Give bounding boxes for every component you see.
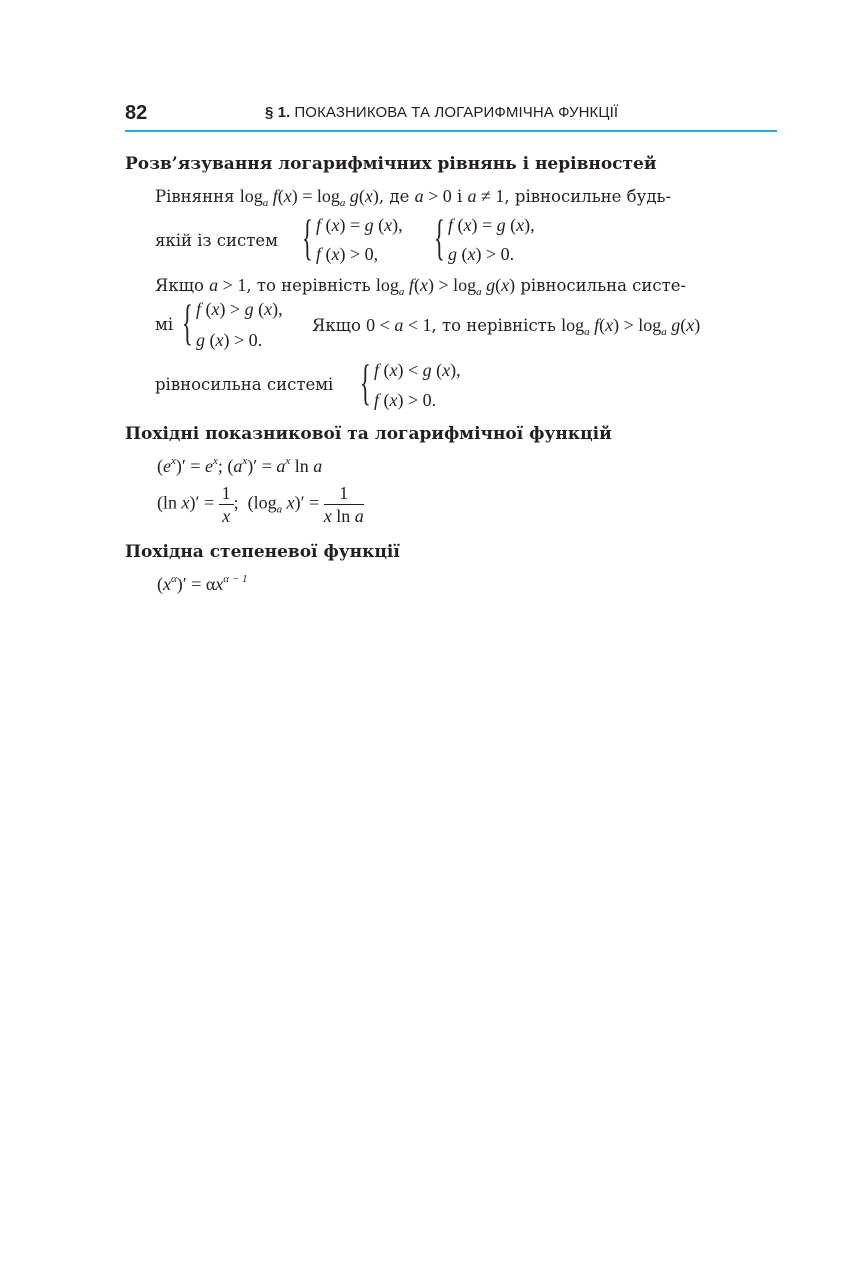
- section-title: ПОКАЗНИКОВА ТА ЛОГАРИФМІЧНА ФУНКЦІЇ: [294, 104, 619, 121]
- paragraph-log-equation: [155, 186, 671, 209]
- text-fragment: , де: [378, 187, 410, 206]
- formula-log-inequality: $\log_a f(x) > \log_a g(x)$: [561, 315, 701, 338]
- fraction: $\frac{1}{x}$: [219, 482, 234, 527]
- page-number: 82: [125, 102, 148, 124]
- system-line: f (x) > 0.: [374, 390, 437, 410]
- text-line-system: рівносильна системі: [155, 375, 334, 394]
- section-heading-log-equations: Розв’язування логарифмічних рівнянь і нерівностей: [125, 154, 657, 174]
- system-line: f (x) > g (x),: [196, 299, 283, 319]
- formula-a-gt-1: a > 1: [209, 275, 247, 295]
- system-brace: {: [360, 354, 371, 410]
- section-heading-power-derivative: Похідна степеневої функції: [125, 542, 400, 562]
- fraction: $\frac{1}{\text{x ln a}}$: [323, 483, 364, 526]
- text-fragment: Якщо: [312, 316, 361, 335]
- system-line: f (x) > 0,: [316, 244, 379, 264]
- formula-log-equation: $\log_a f(x) = \log_a g(x)$: [239, 186, 379, 209]
- formula-0-lt-a-lt-1: 0 < a < 1: [366, 315, 432, 335]
- formula-condition-a: a > 0: [414, 186, 452, 206]
- system-brace: {: [182, 294, 193, 350]
- system-line: f (x) = g (x),: [448, 215, 535, 235]
- formula-power-derivative: $(x^\alpha)' = \alpha x^{\alpha - 1}$: [157, 573, 248, 594]
- section-heading-derivatives: Похідні показникової та логарифмічної функцій: [125, 424, 612, 444]
- system-line: g (x) > 0.: [448, 244, 515, 264]
- running-title: [265, 104, 618, 121]
- system-line: f (x) = g (x),: [316, 215, 403, 235]
- text-fragment: , рівносильне будь-: [504, 187, 672, 206]
- system-brace: {: [302, 209, 313, 265]
- text-fragment: Рівняння: [155, 187, 235, 206]
- paragraph-log-inequality-a-gt-1: [155, 275, 686, 298]
- paragraph-log-inequality-a-lt-1: [312, 315, 700, 338]
- text-line-systems: якій із систем: [155, 231, 278, 250]
- text-fragment: рівносильна систе-: [520, 276, 687, 295]
- text-fragment: Якщо: [155, 276, 204, 295]
- system-brace: {: [434, 209, 445, 265]
- text-fragment: і: [457, 187, 463, 206]
- formula-condition-a-ne-1: a ≠ 1: [467, 186, 505, 206]
- running-header: [125, 100, 777, 132]
- formula-log-derivatives: (ln x)′ = $\frac{1}{x}$ ; ($\log_a$ x)′ = $\frac{1}{\text{x ln a}}$: [157, 483, 364, 526]
- system-line: f (x) < g (x),: [374, 360, 461, 380]
- formula-log-inequality: $\log_a f(x) > \log_a g(x)$: [375, 275, 516, 298]
- text-fragment: мі: [155, 315, 174, 334]
- formula-exp-derivatives: $(e^x)' = e^x$; $(a^x)' = a^x$ ln a: [157, 455, 323, 476]
- text-fragment: , то нерівність: [431, 316, 556, 335]
- system-line: g (x) > 0.: [196, 330, 263, 350]
- text-fragment: , то нерівність: [246, 276, 371, 295]
- section-mark: § 1.: [265, 104, 291, 121]
